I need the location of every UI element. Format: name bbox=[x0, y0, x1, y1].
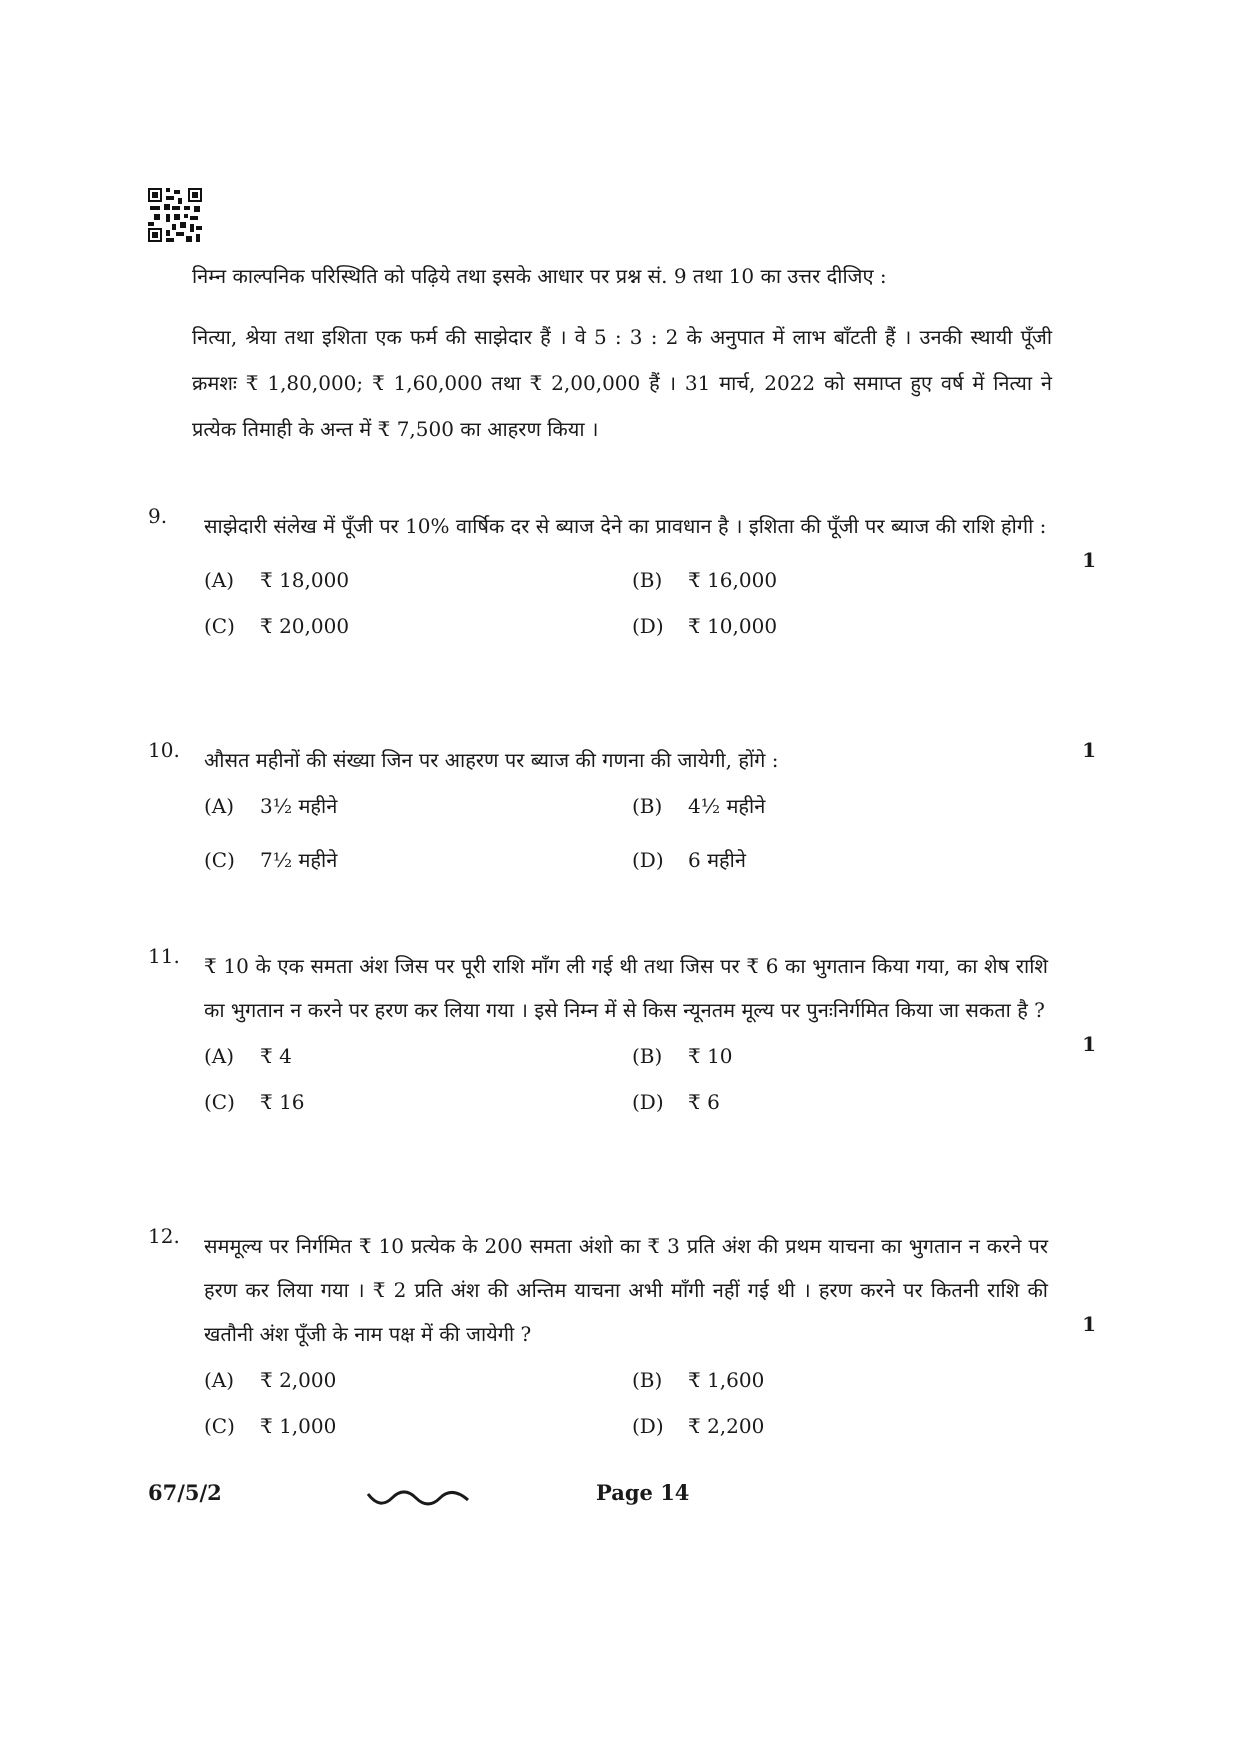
paper-code: 67/5/2 bbox=[148, 1480, 222, 1505]
option-a[interactable]: (A) ₹ 4 bbox=[204, 1044, 292, 1068]
question-options bbox=[204, 782, 1096, 892]
question-number: 10. bbox=[148, 738, 180, 762]
option-d[interactable]: (D) ₹ 6 bbox=[632, 1090, 720, 1114]
option-b[interactable]: (B) ₹ 16,000 bbox=[632, 568, 778, 592]
option-a[interactable]: (A) 3½ महीने bbox=[204, 794, 338, 818]
question-text: ₹ 10 के एक समता अंश जिस पर पूरी राशि माँग ली गई थी तथा जिस पर ₹ 6 का भुगतान किया गया, का शेष राशि का भुगतान न करने पर हरण कर लिया गया । इसे निम्न में से किस न्यूनतम मूल्य पर पुनःनिर्गमित किया जा सकता है ? bbox=[204, 954, 1048, 1022]
qr-code-icon bbox=[148, 188, 202, 242]
question-marks: 1 bbox=[1082, 1032, 1096, 1056]
option-c[interactable]: (C) ₹ 1,000 bbox=[204, 1414, 337, 1438]
question-options bbox=[204, 1356, 1096, 1448]
question-number: 9. bbox=[148, 504, 168, 528]
option-d[interactable]: (D) ₹ 10,000 bbox=[632, 614, 778, 638]
option-a[interactable]: (A) ₹ 18,000 bbox=[204, 568, 350, 592]
question-marks: 1 bbox=[1082, 738, 1096, 762]
case-intro bbox=[192, 256, 1052, 452]
case-instruction: निम्न काल्पनिक परिस्थिति को पढ़िये तथा इसके आधार पर प्रश्न सं. 9 तथा 10 का उत्तर दीजिए : bbox=[192, 264, 887, 288]
case-description: नित्या, श्रेया तथा इशिता एक फर्म की साझेदार हैं । वे 5 : 3 : 2 के अनुपात में लाभ बाँटती हैं । उनकी स्थायी पूँजी क्रमशः ₹ 1,80,000; ₹ 1,60,000 तथा ₹ 2,00,000 हैं । 31 मार्च, 2022 को समाप्त हुए वर्ष में नित्या ने प्रत्येक तिमाही के अन्त में ₹ 7,500 का आहरण किया । bbox=[192, 325, 1052, 441]
option-d[interactable]: (D) 6 महीने bbox=[632, 848, 746, 872]
option-b[interactable]: (B) 4½ महीने bbox=[632, 794, 766, 818]
question-options bbox=[204, 548, 1096, 640]
question-number: 11. bbox=[148, 944, 180, 968]
question-10 bbox=[148, 738, 1096, 892]
wave-ornament-icon bbox=[366, 1486, 470, 1508]
option-c[interactable]: (C) ₹ 20,000 bbox=[204, 614, 350, 638]
question-9 bbox=[148, 504, 1096, 640]
option-b[interactable]: (B) ₹ 10 bbox=[632, 1044, 733, 1068]
option-c[interactable]: (C) 7½ महीने bbox=[204, 848, 338, 872]
question-text: औसत महीनों की संख्या जिन पर आहरण पर ब्याज की गणना की जायेगी, होंगे : bbox=[204, 748, 779, 772]
question-number: 12. bbox=[148, 1224, 180, 1248]
question-11 bbox=[148, 944, 1096, 1124]
question-12 bbox=[148, 1224, 1096, 1448]
option-a[interactable]: (A) ₹ 2,000 bbox=[204, 1368, 337, 1392]
page-number: Page 14 bbox=[596, 1480, 690, 1505]
option-d[interactable]: (D) ₹ 2,200 bbox=[632, 1414, 765, 1438]
question-marks: 1 bbox=[1082, 1312, 1096, 1336]
question-text: साझेदारी संलेख में पूँजी पर 10% वार्षिक दर से ब्याज देने का प्रावधान है । इशिता की पूँजी पर ब्याज की राशि होगी : bbox=[204, 514, 1047, 538]
question-text: सममूल्य पर निर्गमित ₹ 10 प्रत्येक के 200 समता अंशो का ₹ 3 प्रति अंश की प्रथम याचना का भुगतान न करने पर हरण कर लिया गया । ₹ 2 प्रति अंश की अन्तिम याचना अभी माँगी नहीं गई थी । हरण करने पर कितनी राशि की खतौनी अंश पूँजी के नाम पक्ष में की जायेगी ? bbox=[204, 1234, 1048, 1346]
option-c[interactable]: (C) ₹ 16 bbox=[204, 1090, 305, 1114]
question-marks: 1 bbox=[1082, 548, 1096, 572]
option-b[interactable]: (B) ₹ 1,600 bbox=[632, 1368, 765, 1392]
question-options bbox=[204, 1032, 1096, 1124]
